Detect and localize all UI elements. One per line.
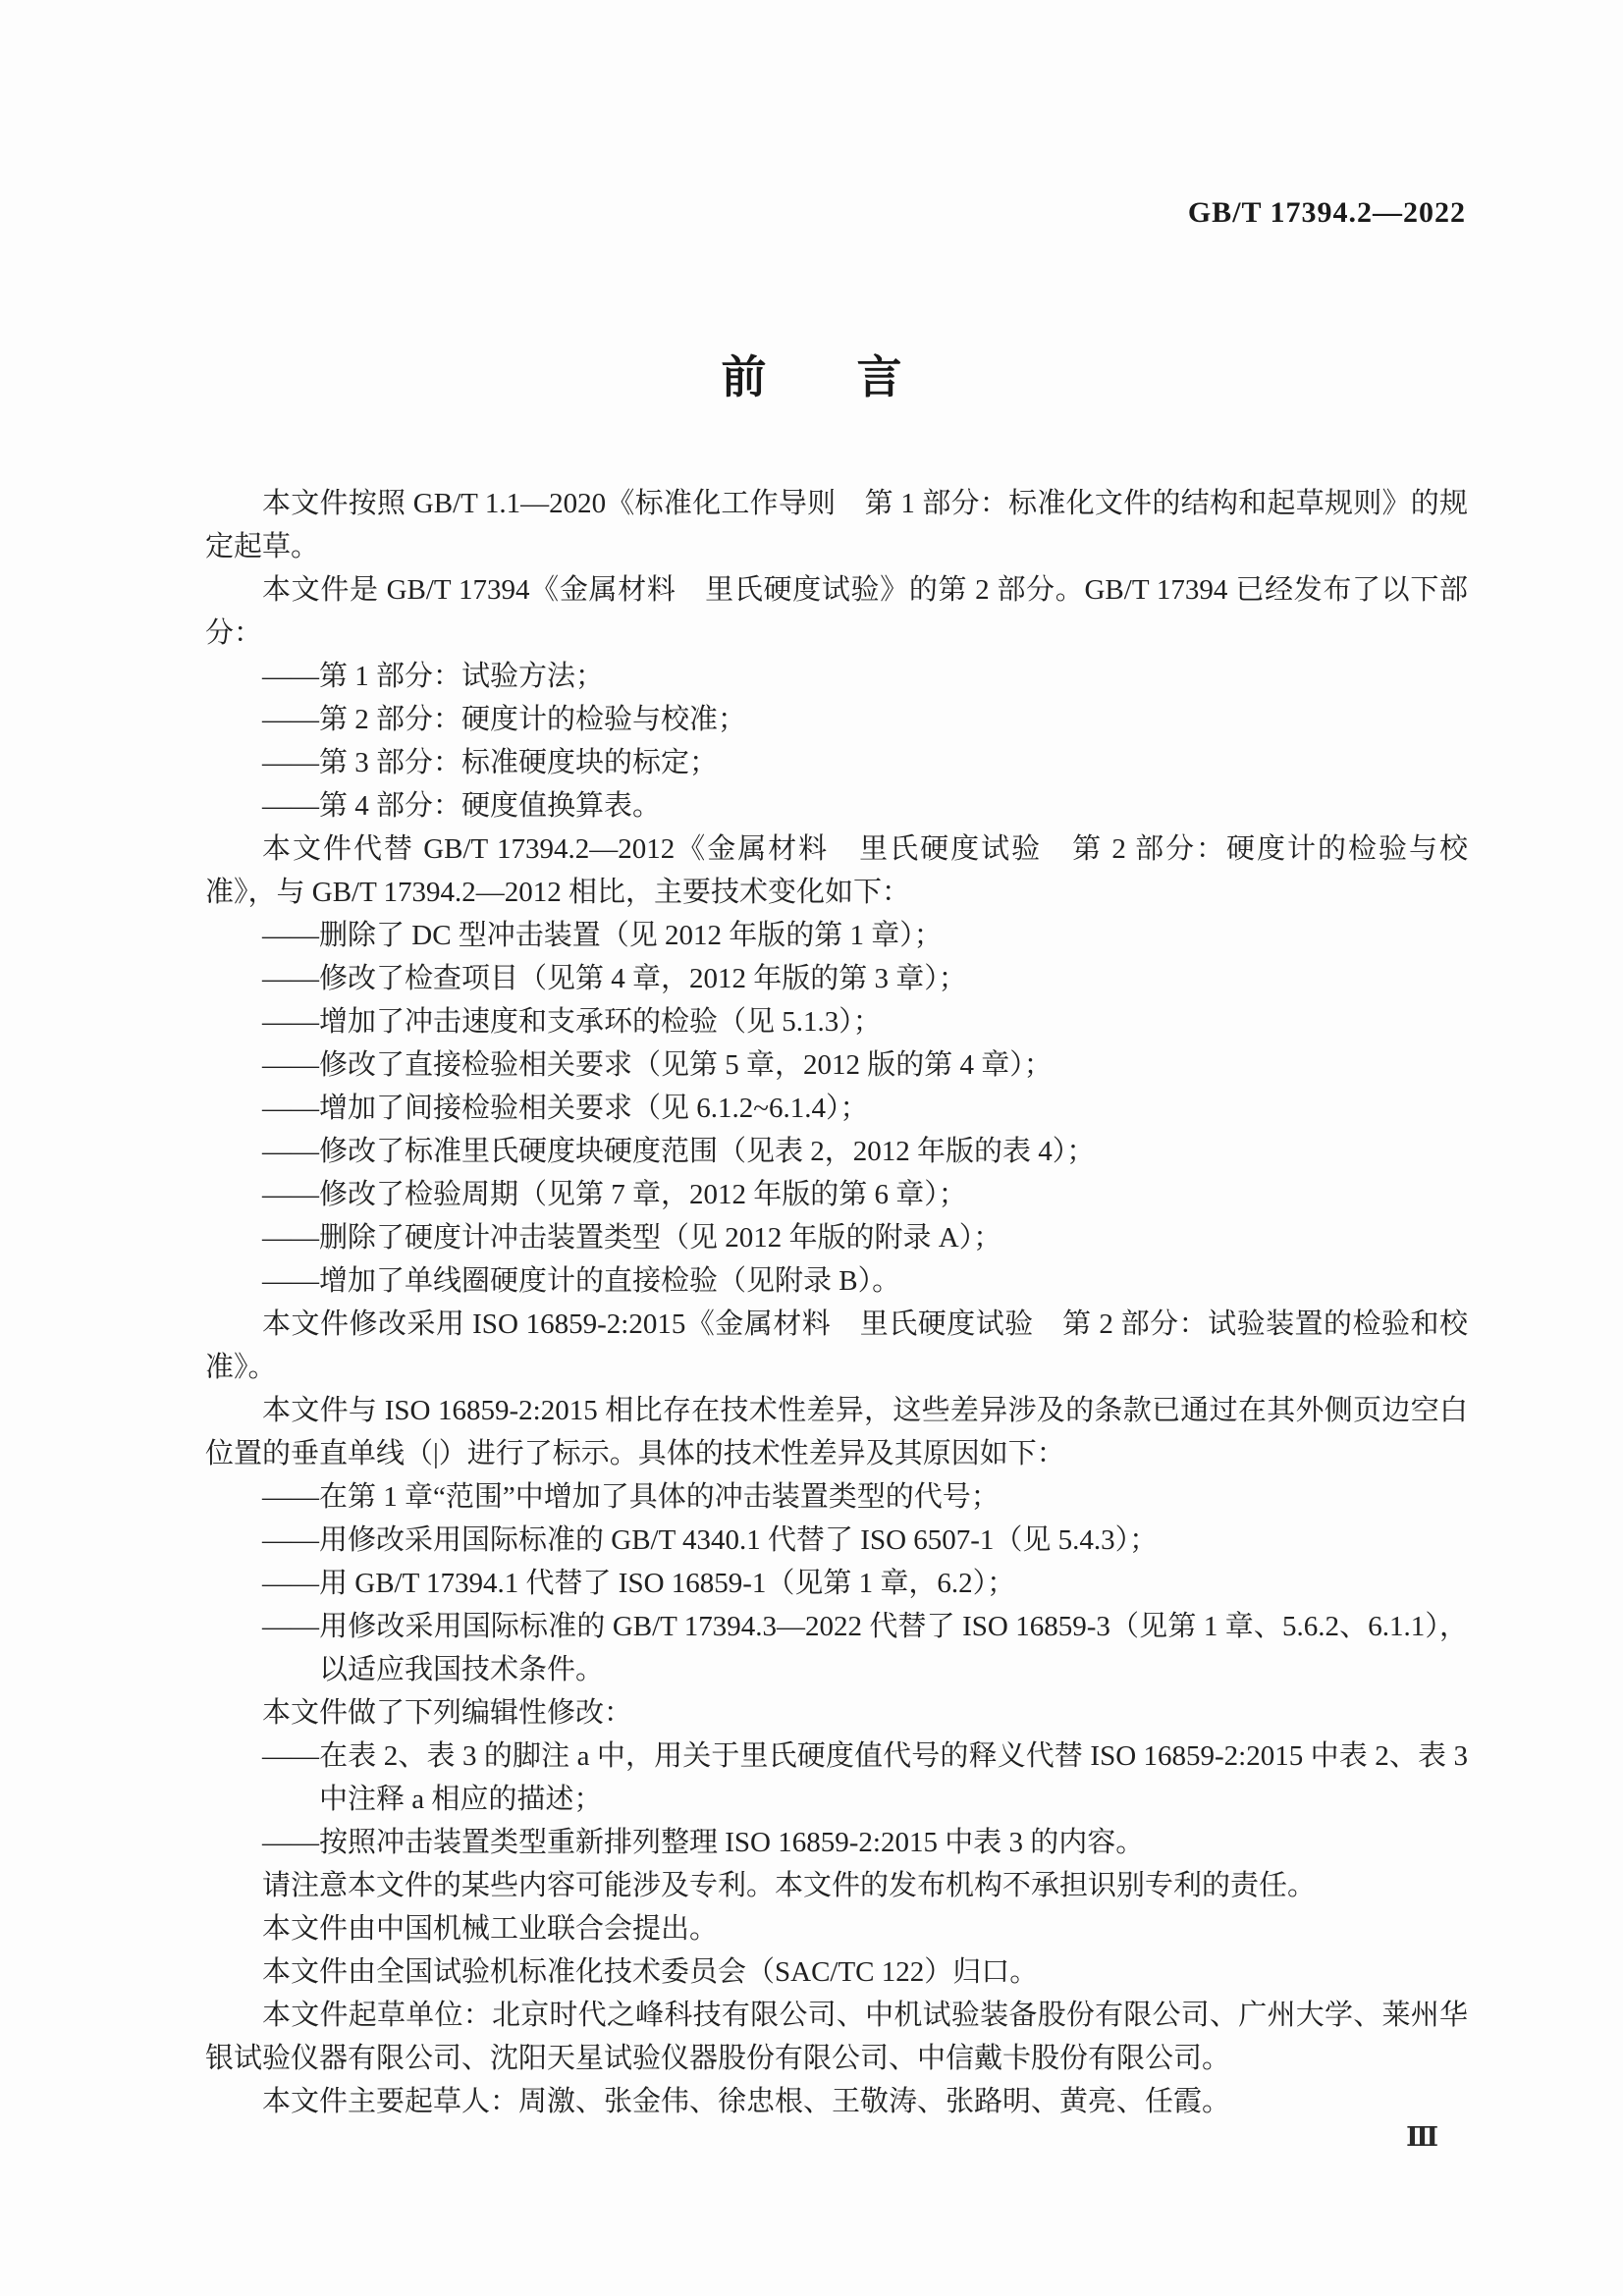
paragraph: 本文件按照 GB/T 1.1—2020《标准化工作导则 第 1 部分：标准化文件的结构和起草规则》的规定起草。 <box>205 488 1468 562</box>
page-title: 前 言 <box>721 352 902 402</box>
list-item: ——在表 2、表 3 的脚注 a 中，用关于里氏硬度值代号的释义代替 ISO 16859-2:2015 中表 2、表 3 中注释 a 相应的描述； <box>262 1740 1468 1815</box>
paragraph: 本文件与 ISO 16859-2:2015 相比存在技术性差异，这些差异涉及的条款已通过在其外侧页边空白位置的垂直单线（|）进行了标示。具体的技术性差异及其原因如下： <box>205 1395 1468 1469</box>
paragraph: 本文件起草单位：北京时代之峰科技有限公司、中机试验装备股份有限公司、广州大学、莱州华银试验仪器有限公司、沈阳天星试验仪器股份有限公司、中信戴卡股份有限公司。 <box>205 2000 1468 2074</box>
list-item: ——修改了标准里氏硬度块硬度范围（见表 2，2012 年版的表 4）； <box>262 1136 1096 1167</box>
paragraph: 本文件做了下列编辑性修改： <box>262 1697 633 1729</box>
list-item: ——第 4 部分：硬度值换算表。 <box>262 790 662 822</box>
list-item: ——增加了间接检验相关要求（见 6.1.2~6.1.4）； <box>262 1093 869 1124</box>
paragraph: 本文件由全国试验机标准化技术委员会（SAC/TC 122）归口。 <box>262 1956 1039 1988</box>
list-item: ——增加了单线圈硬度计的直接检验（见附录 B）。 <box>262 1265 901 1297</box>
list-item: ——第 1 部分：试验方法； <box>262 661 605 692</box>
list-item: ——按照冲击装置类型重新排列整理 ISO 16859-2:2015 中表 3 的内容。 <box>262 1827 1145 1858</box>
list-item: ——修改了直接检验相关要求（见第 5 章，2012 版的第 4 章）； <box>262 1049 1053 1081</box>
page-number: Ⅲ <box>1406 2122 1438 2152</box>
list-item: ——增加了冲击速度和支承环的检验（见 5.1.3）； <box>262 1006 882 1038</box>
list-item: ——在第 1 章“范围”中增加了具体的冲击装置类型的代号； <box>262 1481 1000 1513</box>
paragraph: 本文件是 GB/T 17394《金属材料 里氏硬度试验》的第 2 部分。GB/T 17394 已经发布了以下部分： <box>205 574 1468 649</box>
document-body <box>205 482 1468 2123</box>
paragraph: 本文件修改采用 ISO 16859-2:2015《金属材料 里氏硬度试验 第 2 部分：试验装置的检验和校准》。 <box>205 1308 1468 1383</box>
paragraph: 本文件由中国机械工业联合会提出。 <box>262 1913 719 1945</box>
paragraph: 本文件主要起草人：周激、张金伟、徐忠根、王敬涛、张路明、黄亮、任霞。 <box>262 2086 1231 2117</box>
list-item: ——第 2 部分：硬度计的检验与校准； <box>262 704 747 735</box>
paragraph: 本文件代替 GB/T 17394.2—2012《金属材料 里氏硬度试验 第 2 部分：硬度计的检验与校准》，与 GB/T 17394.2—2012 相比，主要技术变化如下： <box>205 833 1468 908</box>
list-item: ——用修改采用国际标准的 GB/T 17394.3—2022 代替了 ISO 16859-3（见第 1 章、5.6.2、6.1.1），以适应我国技术条件。 <box>262 1611 1468 1685</box>
list-item: ——用修改采用国际标准的 GB/T 4340.1 代替了 ISO 6507-1（见 5.4.3）； <box>262 1524 1159 1556</box>
paragraph: 请注意本文件的某些内容可能涉及专利。本文件的发布机构不承担识别专利的责任。 <box>262 1870 1317 1901</box>
list-item: ——删除了硬度计冲击装置类型（见 2012 年版的附录 A）； <box>262 1222 1002 1254</box>
list-item: ——用 GB/T 17394.1 代替了 ISO 16859-1（见第 1 章，6.2）； <box>262 1568 1016 1599</box>
list-item: ——第 3 部分：标准硬度块的标定； <box>262 747 719 778</box>
list-item: ——修改了检查项目（见第 4 章，2012 年版的第 3 章）； <box>262 963 967 994</box>
standard-number: GB/T 17394.2—2022 <box>1187 196 1466 229</box>
list-item: ——修改了检验周期（见第 7 章，2012 年版的第 6 章）； <box>262 1179 967 1210</box>
list-item: ——删除了 DC 型冲击装置（见 2012 年版的第 1 章）； <box>262 920 943 951</box>
